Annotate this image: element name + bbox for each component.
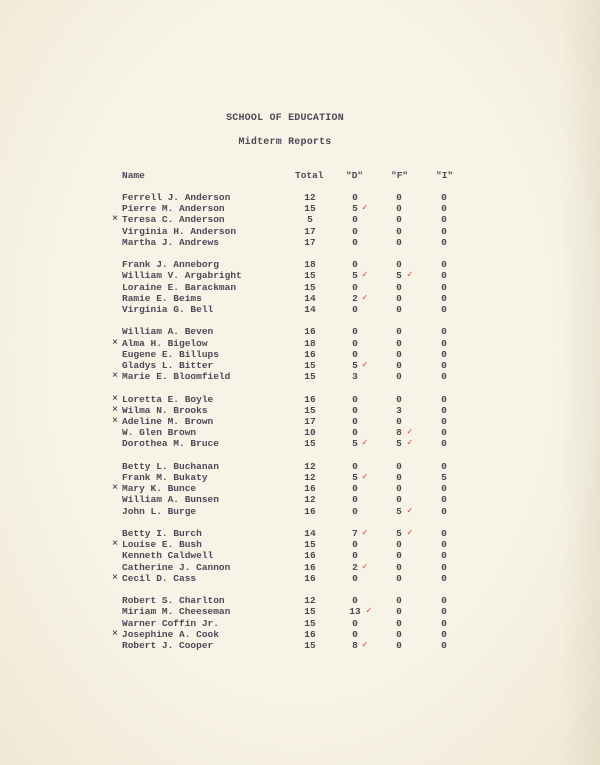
d-value: 0 [352,628,358,640]
f-value: 5 [396,270,402,282]
i-value: 0 [441,404,447,416]
d-value: 5 [352,472,358,483]
i-value: 0 [441,460,447,472]
student-name: William V. Argabright [122,270,242,282]
student-name: Teresa C. Anderson [122,214,225,226]
total-value: 15 [304,617,316,629]
f-value: 0 [396,606,402,618]
f-value: 5 [396,528,402,539]
student-name: Eugene E. Billups [122,348,219,360]
x-mark-icon: × [112,539,119,551]
d-value: 8 [352,640,358,651]
total-value: 17 [304,225,316,237]
total-value: 16 [304,393,316,405]
i-value: 0 [441,606,447,618]
student-name: William A. Beven [122,326,214,338]
student-row [0,338,600,349]
d-value: 0 [352,539,358,551]
check-mark-icon: ✓ [407,528,413,538]
i-value: 0 [441,225,447,237]
f-value: 3 [396,404,402,416]
total-value: 15 [304,606,316,618]
i-value: 0 [441,561,447,573]
check-mark-icon: ✓ [362,561,368,572]
student-name: Gladys L. Bitter [122,360,214,371]
f-value: 0 [396,628,402,640]
total-value: 15 [304,281,316,293]
d-value: 5 [352,270,358,282]
total-value: 16 [304,348,316,360]
f-value: 0 [396,225,402,237]
i-value: 0 [441,326,447,338]
f-value: 0 [396,416,402,427]
total-value: 16 [304,483,316,495]
column-header-name: Name [122,170,145,181]
student-row [0,360,600,371]
f-value: 0 [396,460,402,472]
f-value: 0 [396,281,402,293]
student-name: Virginia G. Bell [122,304,214,315]
i-value: 0 [441,348,447,360]
student-row [0,629,600,640]
student-name: Cecil D. Cass [122,572,197,584]
column-header-i: "I" [436,170,454,181]
f-value: 0 [396,472,402,483]
f-value: 0 [396,572,402,584]
f-value: 0 [396,236,402,248]
i-value: 0 [441,236,447,248]
student-name: Robert J. Cooper [122,640,214,651]
total-value: 16 [304,572,316,584]
student-row [0,371,600,382]
student-row [0,640,600,651]
student-row [0,539,600,550]
f-value: 0 [396,326,402,338]
student-row [0,304,600,315]
d-value: 0 [352,259,358,271]
student-row [0,282,600,293]
student-row [0,438,600,449]
total-value: 12 [304,595,316,607]
total-value: 5 [307,214,313,226]
student-row [0,461,600,472]
total-value: 15 [304,203,316,215]
total-value: 15 [304,438,316,450]
document-subtitle: Midterm Reports [238,137,332,148]
check-mark-icon: ✓ [407,427,413,438]
d-value: 0 [352,572,358,584]
i-value: 0 [441,214,447,226]
d-value: 0 [352,214,358,226]
column-header-d: "D" [346,170,364,181]
f-value: 0 [396,259,402,271]
x-mark-icon: × [112,371,119,383]
student-name: Marie E. Bloomfield [122,371,231,383]
check-mark-icon: ✓ [362,438,368,449]
i-value: 0 [441,539,447,551]
student-row [0,214,600,225]
student-row [0,293,600,304]
d-value: 2 [352,292,358,304]
student-name: Betty L. Buchanan [122,460,219,472]
d-value: 5 [352,438,358,450]
f-value: 0 [396,539,402,551]
total-value: 15 [304,270,316,282]
d-value: 0 [352,225,358,237]
column-header-f: "F" [391,170,409,181]
total-value: 12 [304,460,316,472]
student-row [0,528,600,539]
student-row [0,573,600,584]
f-value: 0 [396,595,402,607]
d-value: 0 [352,326,358,338]
i-value: 0 [441,292,447,304]
d-value: 0 [352,393,358,405]
student-row [0,606,600,617]
d-value: 0 [352,281,358,293]
student-row [0,494,600,505]
total-value: 16 [304,561,316,573]
f-value: 0 [396,640,402,651]
check-mark-icon: ✓ [407,438,413,449]
d-value: 2 [352,561,358,573]
i-value: 0 [441,438,447,450]
i-value: 0 [441,203,447,215]
f-value: 0 [396,371,402,383]
x-mark-icon: × [112,214,119,226]
student-name: Ramie E. Beims [122,292,202,304]
total-value: 15 [304,539,316,551]
student-name: Josephine A. Cook [122,628,219,640]
f-value: 0 [396,304,402,315]
student-row [0,562,600,573]
check-mark-icon: ✓ [362,640,368,650]
i-value: 5 [441,472,447,483]
total-value: 15 [304,360,316,371]
student-row [0,618,600,629]
f-value: 0 [396,360,402,371]
student-name: Louise E. Bush [122,539,202,551]
student-name: Ferrell J. Anderson [122,192,231,203]
student-row [0,550,600,561]
total-value: 12 [304,494,316,506]
student-row [0,226,600,237]
d-value: 3 [352,371,358,383]
student-name: Robert S. Charlton [122,595,225,607]
column-header-total: Total [295,170,324,181]
check-mark-icon: ✓ [362,270,368,281]
student-row [0,237,600,248]
i-value: 0 [441,572,447,584]
d-value: 0 [352,483,358,495]
total-value: 10 [304,427,316,439]
i-value: 0 [441,494,447,506]
total-value: 16 [304,326,316,338]
student-name: W. Glen Brown [122,427,197,439]
i-value: 0 [441,640,447,651]
total-value: 18 [304,259,316,271]
student-row [0,349,600,360]
f-value: 0 [396,561,402,573]
d-value: 5 [352,203,358,215]
total-value: 17 [304,416,316,427]
i-value: 0 [441,617,447,629]
x-mark-icon: × [112,572,119,584]
f-value: 0 [396,348,402,360]
i-value: 0 [441,360,447,371]
check-mark-icon: ✓ [407,270,413,281]
i-value: 0 [441,281,447,293]
student-row [0,506,600,517]
i-value: 0 [441,628,447,640]
student-name: William A. Bunsen [122,494,219,506]
student-name: Loretta E. Boyle [122,393,214,405]
check-mark-icon: ✓ [366,606,372,617]
student-name: Betty I. Burch [122,528,202,539]
student-name: Alma H. Bigelow [122,337,208,349]
student-name: Miriam M. Cheeseman [122,606,231,618]
d-value: 0 [352,617,358,629]
f-value: 8 [396,427,402,439]
total-value: 15 [304,640,316,651]
x-mark-icon: × [112,337,119,349]
student-name: Pierre M. Anderson [122,203,225,215]
student-name: Adeline M. Brown [122,416,214,427]
total-value: 12 [304,192,316,203]
i-value: 0 [441,337,447,349]
d-value: 0 [352,192,358,203]
d-value: 0 [352,494,358,506]
total-value: 17 [304,236,316,248]
i-value: 0 [441,304,447,315]
i-value: 0 [441,595,447,607]
f-value: 0 [396,292,402,304]
student-name: Catherine J. Cannon [122,561,231,573]
x-mark-icon: × [112,404,119,416]
student-name: Dorothea M. Bruce [122,438,219,450]
total-value: 15 [304,371,316,383]
f-value: 0 [396,550,402,562]
x-mark-icon: × [112,483,119,495]
student-row [0,326,600,337]
total-value: 16 [304,550,316,562]
check-mark-icon: ✓ [362,472,368,482]
student-row [0,405,600,416]
f-value: 0 [396,483,402,495]
check-mark-icon: ✓ [407,505,413,516]
x-mark-icon: × [112,393,119,405]
i-value: 0 [441,505,447,517]
f-value: 5 [396,438,402,450]
i-value: 0 [441,371,447,383]
student-name: Warner Coffin Jr. [122,617,219,629]
d-value: 0 [352,550,358,562]
i-value: 0 [441,416,447,427]
total-value: 15 [304,404,316,416]
i-value: 0 [441,259,447,271]
check-mark-icon: ✓ [362,360,368,370]
f-value: 0 [396,617,402,629]
x-mark-icon: × [112,416,119,427]
student-row [0,203,600,214]
i-value: 0 [441,393,447,405]
student-row [0,394,600,405]
document-title: SCHOOL OF EDUCATION [226,113,344,124]
student-name: Frank M. Bukaty [122,472,208,483]
student-name: Loraine E. Barackman [122,281,237,293]
total-value: 18 [304,337,316,349]
student-row [0,192,600,203]
f-value: 0 [396,393,402,405]
d-value: 0 [352,236,358,248]
d-value: 0 [352,427,358,439]
i-value: 0 [441,528,447,539]
d-value: 0 [352,404,358,416]
f-value: 0 [396,203,402,215]
total-value: 12 [304,472,316,483]
student-row [0,259,600,270]
student-name: Virginia H. Anderson [122,225,237,237]
d-value: 0 [352,505,358,517]
student-name: Frank J. Anneborg [122,259,219,271]
student-row [0,270,600,281]
f-value: 5 [396,505,402,517]
d-value: 13 [349,606,361,618]
i-value: 0 [441,270,447,282]
student-name: Martha J. Andrews [122,236,219,248]
i-value: 0 [441,427,447,439]
f-value: 0 [396,192,402,203]
d-value: 0 [352,416,358,427]
total-value: 14 [304,292,316,304]
d-value: 0 [352,460,358,472]
student-row [0,595,600,606]
d-value: 0 [352,595,358,607]
d-value: 0 [352,348,358,360]
x-mark-icon: × [112,628,119,640]
i-value: 0 [441,192,447,203]
check-mark-icon: ✓ [362,292,368,303]
total-value: 14 [304,528,316,539]
student-name: Kenneth Caldwell [122,550,214,562]
student-name: John L. Burge [122,505,197,517]
total-value: 16 [304,628,316,640]
f-value: 0 [396,494,402,506]
total-value: 14 [304,304,316,315]
student-name: Mary K. Bunce [122,483,197,495]
f-value: 0 [396,337,402,349]
d-value: 0 [352,337,358,349]
check-mark-icon: ✓ [362,528,368,538]
student-row [0,483,600,494]
i-value: 0 [441,550,447,562]
d-value: 0 [352,304,358,315]
student-name: Wilma N. Brooks [122,404,208,416]
student-row [0,427,600,438]
student-row [0,472,600,483]
d-value: 5 [352,360,358,371]
total-value: 16 [304,505,316,517]
d-value: 7 [352,528,358,539]
student-row [0,416,600,427]
i-value: 0 [441,483,447,495]
f-value: 0 [396,214,402,226]
check-mark-icon: ✓ [362,203,368,214]
